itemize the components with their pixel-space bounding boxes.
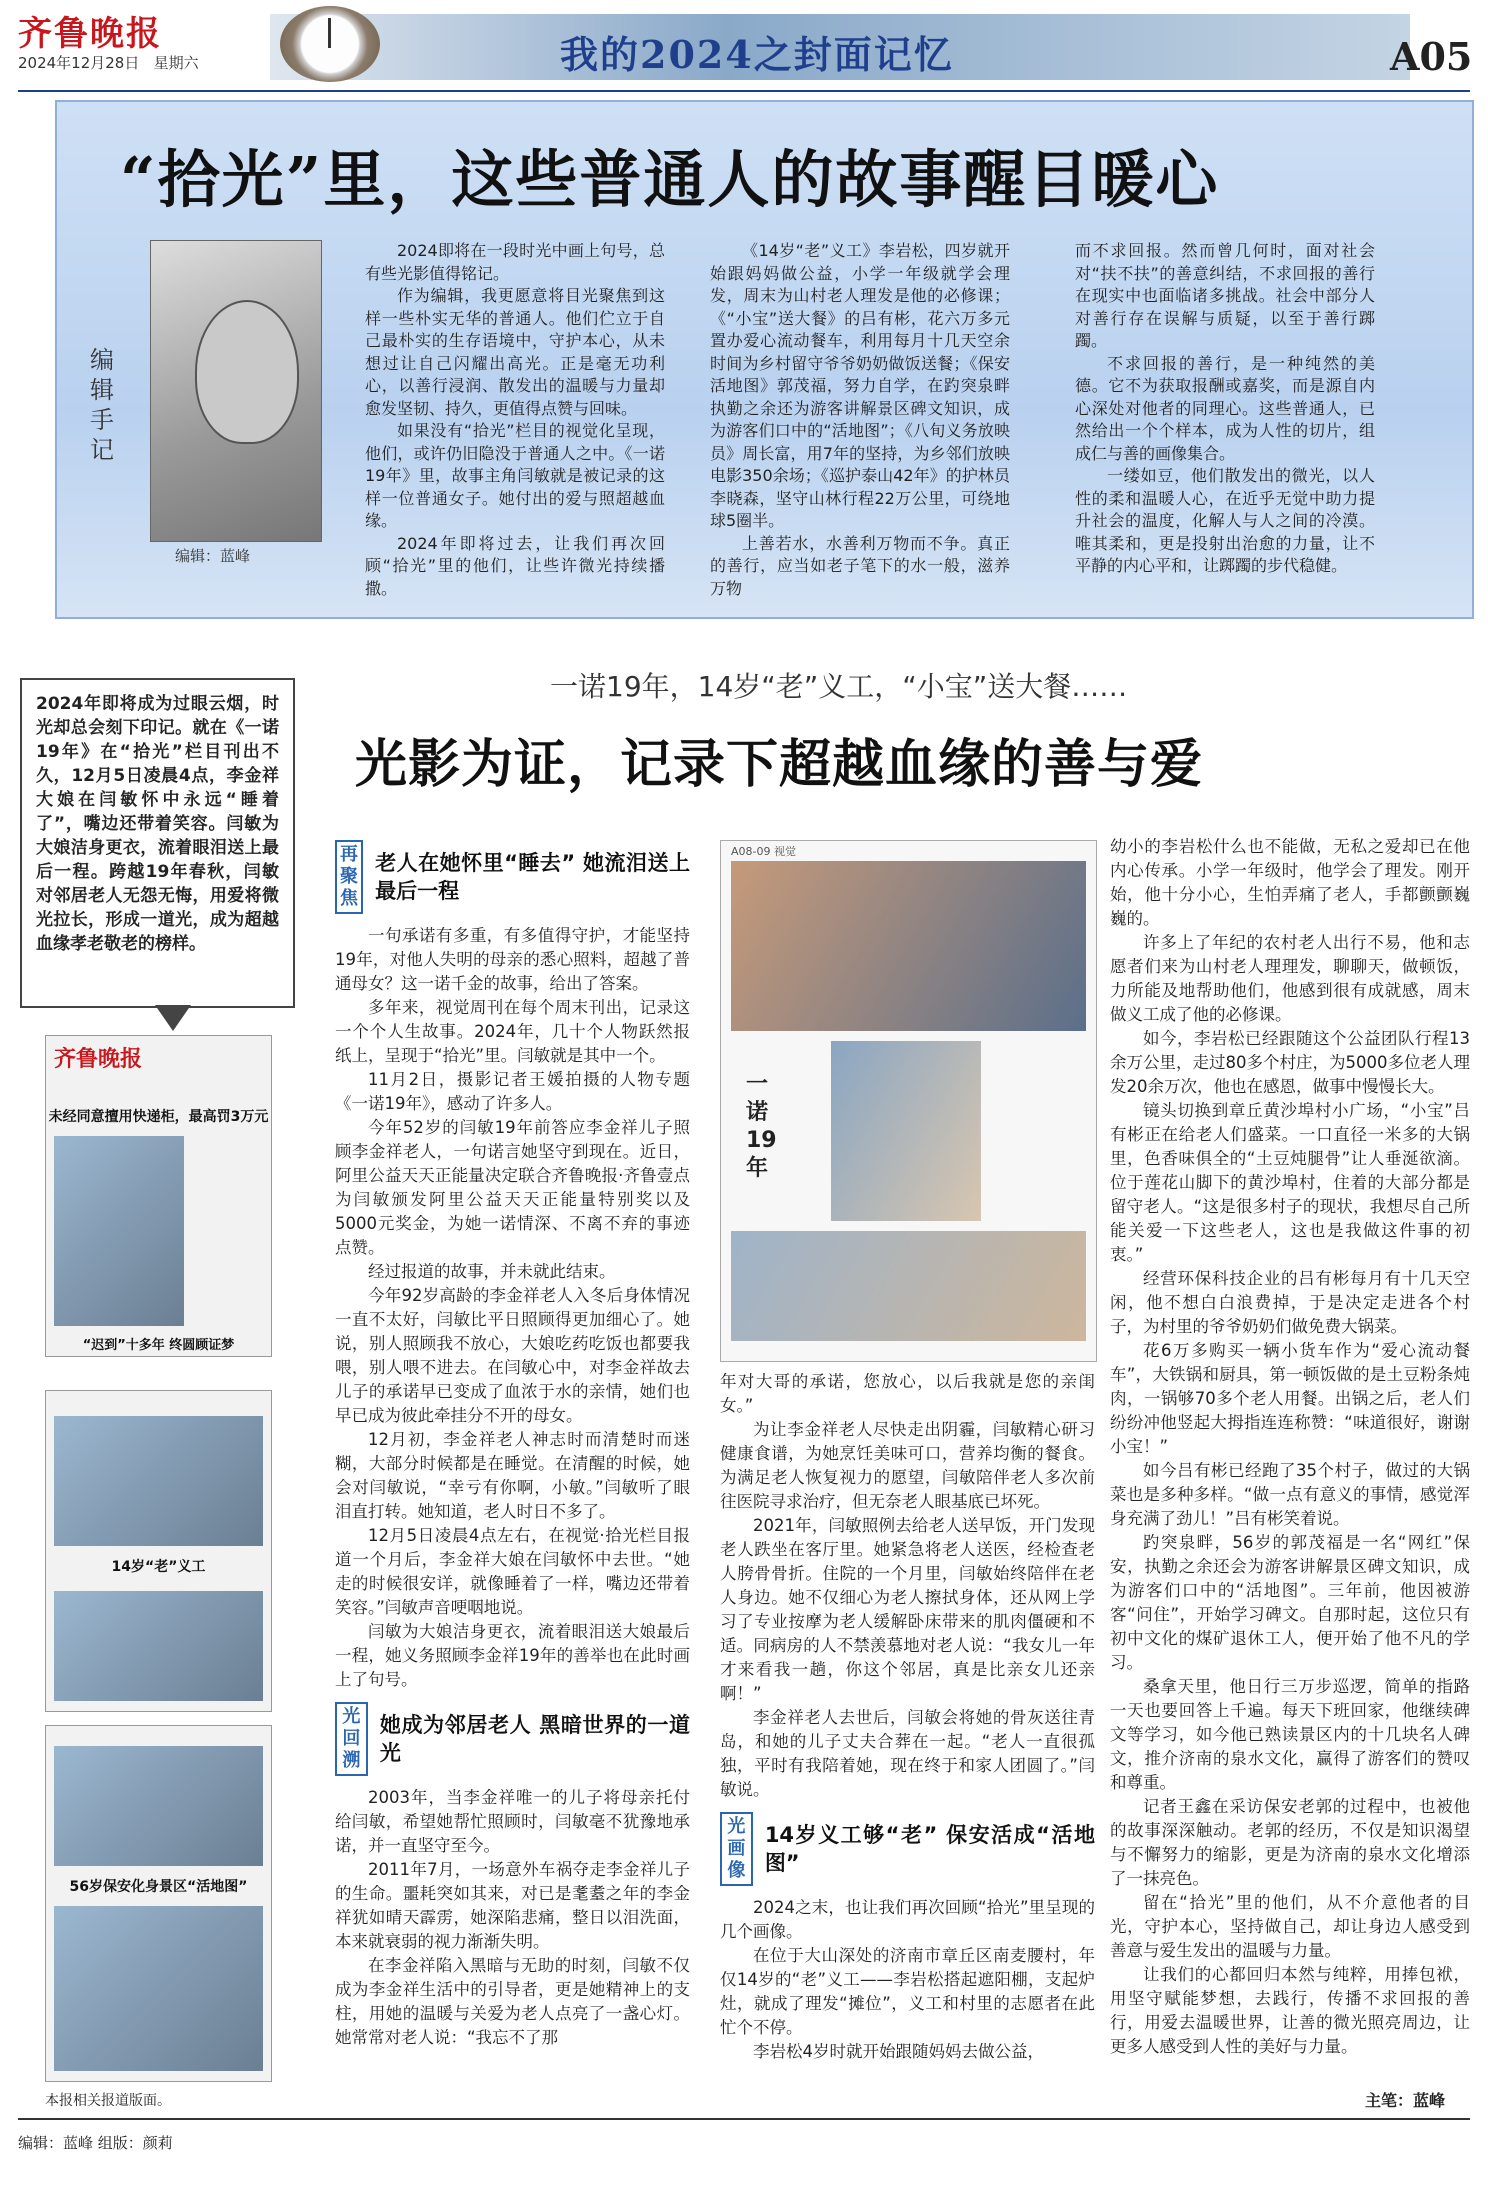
section-heading-3 [720, 1812, 1095, 1886]
section-title: 我的2024之封面记忆 [560, 32, 954, 77]
paragraph: 《14岁“老”义工》李岩松，四岁就开始跟妈妈做公益，小学一年级就学会理发，周末为山村老人理发是他的必修课；《“小宝”送大餐》的吕有彬，花六万多元置办爱心流动餐车，利用每月十几天空余时间为乡村留守爷爷奶奶做饭送餐；《保安活地图》郭茂福，努力自学，在趵突泉畔执勤之余还为游客讲解景区碑文知识，成为游客们口中的“活地图”；《八旬义务放映员》周长富，用7年的坚持，为乡邻们放映电影350余场；《巡护泰山42年》的护林员李晓森，坚守山林行程22万公里，可绕地球5圈半。 [710, 241, 1010, 530]
thumb-photo [54, 1746, 263, 1866]
paragraph: 2021年，闫敏照例去给老人送早饭，开门发现老人跌坐在客厅里。她紧急将老人送医，经检查老人胯骨骨折。住院的一个月里，闫敏始终陪伴在老人身边。她不仅细心为老人擦拭身体，还从网上学习了专业按摩为老人缓解卧床带来的肌肉僵硬和不适。同病房的人不禁羡慕地对老人说：“我女儿一年才来看我一趟，你这个邻居，真是比亲女儿还亲啊！” [720, 1516, 1095, 1703]
pullquote-box: 2024年即将成为过眼云烟，时光却总会刻下印记。就在《一诺19年》在“拾光”栏目刊出不久，12月5日凌晨4点，李金祥大娘在闫敏怀中永远“睡着了”，嘴边还带着笑容。闫敏为大娘洁身更衣，流着眼泪送上最后一程。跨越19年春秋，闫敏对邻居老人无怨无悔，用爱将微光拉长，形成一道光，成为超越血缘孝老敬老的榜样。 [20, 678, 295, 1008]
related-page-thumb-2 [45, 1390, 272, 1712]
portrait-face [195, 300, 299, 444]
paragraph: 今年52岁的闫敏19年前答应李金祥儿子照顾李金祥老人，一句诺言她坚守到现在。近日，阿里公益天天正能量决定联合齐鲁晚报·齐鲁壹点为闫敏颁发阿里公益天天正能量特别奖以及5000元奖金，为她一诺情深、不离不弃的事迹点赞。 [335, 1118, 690, 1257]
thumb-subheadline: “迟到”十多年 终圆顾证梦 [82, 1338, 235, 1353]
paragraph: 多年来，视觉周刊在每个周末刊出，记录这一个个人生故事。2024年，几十个人物跃然报纸上，呈现于“拾光”里。闫敏就是其中一个。 [335, 998, 690, 1065]
editorial-column-2 [710, 240, 1010, 600]
section-heading-1 [335, 840, 690, 914]
paragraph: 如今，李岩松已经跟随这个公益团队行程13余万公里，走过80多个村庄，为5000多位老人理发20余万次，他也在感恩，做事中慢慢长大。 [1110, 1029, 1470, 1096]
thumb-caption: 56岁保安化身景区“活地图” [69, 1879, 248, 1895]
editor-credit: 编辑：蓝峰 [175, 547, 251, 565]
paragraph: 在位于大山深处的济南市章丘区南麦腰村，年仅14岁的“老”义工——李岩松搭起遮阳棚，支起炉灶，就成了理发“摊位”，义工和村里的志愿者在此忙个不停。 [720, 1946, 1095, 2037]
page-number: A05 [1390, 34, 1473, 79]
section-tag: 光回溯 [335, 1702, 368, 1776]
paragraph: 作为编辑，我更愿意将目光聚焦到这样一些朴实无华的普通人。他们伫立于自己最朴实的生存语境中，守护本心，从未想过让自己闪耀出高光。正是毫无功利心，以善行浸润、散发出的温暖与力量却愈发坚韧、持久，更值得点赞与回味。 [365, 286, 665, 418]
paragraph: 2024即将在一段时光中画上句号，总有些光影值得铭记。 [365, 241, 665, 283]
paragraph: 年对大哥的承诺，您放心，以后我就是您的亲闺女。” [720, 1372, 1095, 1415]
paragraph: 留在“拾光”里的他们，从不介意他者的目光，守护本心，坚持做自己，却让身边人感受到善意与爱生发出的温暖与力量。 [1110, 1893, 1470, 1960]
section-title: 她成为邻居老人 黑暗世界的一道光 [379, 1713, 690, 1765]
paragraph: 记者王鑫在采访保安老郭的过程中，也被他的故事深深触动。老郭的经历，不仅是知识渴望与不懈努力的缩影，更是为济南的泉水文化增添了一抹亮色。 [1110, 1797, 1470, 1888]
editor-note-label: 编辑手记 [90, 346, 114, 464]
thumb-photo [54, 1136, 184, 1326]
paragraph: 镜头切换到章丘黄沙埠村小广场，“小宝”吕有彬正在给老人们盛菜。一口直径一米多的大锅里，色香味俱全的“土豆炖腿骨”让人垂涎欲滴。位于莲花山脚下的黄沙埠村，住着的大部分都是留守老人。“这是很多村子的现状，我想尽自己所能关爱一下这些老人，这也是我做这件事的初衷。” [1110, 1101, 1470, 1264]
section-tag: 再聚焦 [335, 840, 363, 914]
paragraph: 桑拿天里，他日行三万步巡逻，简单的指路一天也要回答上千遍。每天下班回家，他继续碑文等学习，如今他已熟读景区内的十几块名人碑文，推介济南的泉水文化，赢得了游客们的赞叹和尊重。 [1110, 1677, 1470, 1792]
spread-photo [831, 1041, 981, 1221]
paragraph: 许多上了年纪的农村老人出行不易，他和志愿者们来为山村老人理理发，聊聊天，做顿饭，力所能及地帮助他们，他感到很有成就感，周末做义工成了他的必修课。 [1110, 933, 1470, 1024]
footer-rule [18, 2118, 1470, 2120]
footer-credits: 编辑：蓝峰 组版：颜莉 [18, 2134, 173, 2152]
paragraph: 一句承诺有多重，有多值得守护，才能坚持19年，对他人失明的母亲的悉心照料，超越了普通母女？这一诺千金的故事，给出了答案。 [335, 926, 690, 993]
paragraph: 11月2日，摄影记者王媛拍摄的人物专题《一诺19年》，感动了许多人。 [335, 1070, 690, 1113]
paragraph: 让我们的心都回归本然与纯粹，用捧包袱，用坚守赋能梦想，去践行，传播不求回报的善行，用爱去温暖世界，让善的微光照亮周边，让更多人感受到人性的美好与力量。 [1110, 1965, 1470, 2056]
paragraph: 李岩松4岁时就开始跟随妈妈去做公益， [753, 2042, 1044, 2061]
pullquote-tail [155, 1005, 191, 1031]
paragraph: 如果没有“拾光”栏目的视觉化呈现，他们，或许仍旧隐没于普通人之中。《一诺19年》里，故事主角闫敏就是被记录的这样一位普通女子。她付出的爱与照超越血缘。 [365, 421, 665, 530]
thumb-masthead: 齐鲁晚报 [54, 1046, 143, 1072]
paragraph: 而不求回报。然而曾几何时，面对社会对“扶不扶”的善意纠结，不求回报的善行在现实中也面临诸多挑战。社会中部分人对善行存在误解与质疑，以至于善行踯躅。 [1075, 241, 1375, 350]
page-title: “拾光”里，这些普通人的故事醒目暖心 [120, 143, 1220, 216]
article-column-3 [720, 1370, 1095, 2064]
weekday: 星期六 [153, 54, 199, 72]
date: 2024年12月28日 [18, 54, 140, 72]
dateline [18, 52, 199, 73]
paragraph: 12月初，李金祥老人神志时而清楚时而迷糊，大部分时候都是在睡觉。在清醒的时候，她会对闫敏说，“幸亏有你啊，小敏。”闫敏听了眼泪直打转。她知道，老人时日不多了。 [335, 1430, 690, 1521]
related-page-thumb-3 [45, 1725, 272, 2082]
spread-vertical-title: 一诺19年 [746, 1072, 777, 1181]
paragraph: 2024年即将过去，让我们再次回顾“拾光”里的他们，让些许微光持续播撒。 [365, 533, 665, 598]
spread-photo [731, 861, 1086, 1031]
paragraph: 如今吕有彬已经跑了35个村子，做过的大锅菜也是多种多样。“做一点有意义的事情，感觉浑身充满了劲儿！”吕有彬笑着说。 [1110, 1461, 1470, 1528]
paragraph: 趵突泉畔，56岁的郭茂福是一名“网红”保安，执勤之余还会为游客讲解景区碑文知识，成为游客们口中的“活地图”。三年前，他因被游客“问住”，开始学习碑文。自那时起，这位只有初中文化的煤矿退休工人，便开始了他不凡的学习。 [1110, 1533, 1470, 1672]
paragraph: 不求回报的善行，是一种纯然的美德。它不为获取报酬或嘉奖，而是源自内心深处对他者的同理心。这些普通人，已然给出一个个样本，成为人性的切片，组成仁与善的画像集合。 [1075, 353, 1375, 463]
masthead-logo: 齐鲁晚报 [18, 14, 162, 54]
related-page-thumb-1 [45, 1035, 272, 1357]
paragraph: 在李金祥陷入黑暗与无助的时刻，闫敏不仅成为李金祥生活中的引导者，更是她精神上的支柱，用她的温暖与关爱为老人点亮了一盏心灯。她常常对老人说：“我忘不了那 [335, 1956, 690, 2047]
section-title: 14岁义工够“老” 保安活成“活地图” [764, 1823, 1095, 1875]
watch-hand [328, 18, 331, 48]
editorial-column-1 [365, 240, 665, 600]
spread-photo [731, 1231, 1086, 1341]
related-spread-image [720, 840, 1097, 1362]
thumb-headline: 未经同意擅用快递柜，最高罚3万元 [48, 1109, 269, 1125]
paragraph: 李金祥老人去世后，闫敏会将她的骨灰送往青岛，和她的儿子丈夫合葬在一起。“老人一直很孤独，平时有我陪着她，现在终于和家人团圆了。”闫敏说。 [720, 1708, 1095, 1799]
thumb-photo [54, 1591, 263, 1701]
paragraph: 上善若水，水善利万物而不争。真正的善行，应当如老子笔下的水一般，滋养万物 [710, 533, 1010, 598]
article-subhead: 一诺19年，14岁“老”义工，“小宝”送大餐…… [550, 670, 1128, 703]
section-title: 老人在她怀里“睡去” 她流泪送上最后一程 [375, 851, 690, 903]
paragraph: 今年92岁高龄的李金祥老人入冬后身体情况一直不太好，闫敏比平日照顾得更加细心了。她说，别人照顾我不放心，大娘吃药吃饭也都要我喂，别人喂不进去。在闫敏心中，对李金祥故去儿子的承诺早已变成了血浓于水的亲情，她们也早已成为彼此牵挂分不开的母女。 [335, 1286, 690, 1425]
thumb-photo [54, 1416, 263, 1546]
paragraph: 幼小的李岩松什么也不能做，无私之爱却已在他内心传承。小学一年级时，他学会了理发。刚开始，他十分小心，生怕弄痛了老人，手都颤颤巍巍的。 [1110, 837, 1470, 928]
paragraph: 经过报道的故事，并未就此结束。 [368, 1262, 616, 1281]
header-rule [18, 90, 1470, 92]
paragraph: 12月5日凌晨4点左右，在视觉·拾光栏目报道一个月后，李金祥大娘在闫敏怀中去世。“她走的时候很安详，就像睡着了一样，嘴边还带着笑容。”闫敏声音哽咽地说。 [335, 1526, 690, 1617]
paragraph: 2003年，当李金祥唯一的儿子将母亲托付给闫敏，希望她帮忙照顾时，闫敏毫不犹豫地承诺，并一直坚守至今。 [335, 1788, 690, 1855]
thumb-caption-note: 本报相关报道版面。 [45, 2093, 171, 2109]
paragraph: 一缕如豆，他们散发出的微光，以人性的柔和温暖人心，在近乎无觉中助力提升社会的温度，化解人与人之间的冷漠。唯其柔和，更是投射出治愈的力量，让不平静的内心平和，让踯躅的步代稳健。 [1075, 466, 1375, 575]
editorial-column-3 [1075, 240, 1375, 578]
paragraph: 花6万多购买一辆小货车作为“爱心流动餐车”，大铁锅和厨具，第一顿饭做的是土豆粉条炖肉，一锅够70多个老人用餐。出锅之后，老人们纷纷冲他竖起大拇指连连称赞：“味道很好，谢谢小宝！” [1110, 1341, 1470, 1456]
spread-label: A08-09 视觉 [731, 845, 796, 858]
article-column-1 [335, 840, 690, 2050]
paragraph: 经营环保科技企业的吕有彬每月有十几天空闲，他不想白白浪费掉，于是决定走进各个村子，为村里的爷爷奶奶们做免费大锅菜。 [1110, 1269, 1470, 1336]
paragraph: 闫敏为大娘洁身更衣，流着眼泪送大娘最后一程，她义务照顾李金祥19年的善举也在此时画上了句号。 [335, 1622, 690, 1689]
paragraph: 2024之末，也让我们再次回顾“拾光”里呈现的几个画像。 [720, 1898, 1095, 1941]
section-tag: 光画像 [720, 1812, 753, 1886]
thumb-photo [54, 1906, 263, 2071]
article-title: 光影为证，记录下超越血缘的善与爱 [355, 734, 1204, 795]
article-column-4 [1110, 835, 1470, 2059]
section-heading-2 [335, 1702, 690, 1776]
thumb-caption: 14岁“老”义工 [111, 1559, 206, 1575]
author-byline: 主笔：蓝峰 [1365, 2091, 1446, 2110]
paragraph: 为让李金祥老人尽快走出阴霾，闫敏精心研习健康食谱，为她烹饪美味可口，营养均衡的餐食。为满足老人恢复视力的愿望，闫敏陪伴老人多次前往医院寻求治疗，但无奈老人眼基底已坏死。 [720, 1420, 1095, 1511]
paragraph: 2011年7月，一场意外车祸夺走李金祥儿子的生命。噩耗突如其来，对已是耄耋之年的李金祥犹如晴天霹雳，她深陷悲痛，整日以泪洗面，本来就衰弱的视力渐渐失明。 [335, 1860, 690, 1951]
